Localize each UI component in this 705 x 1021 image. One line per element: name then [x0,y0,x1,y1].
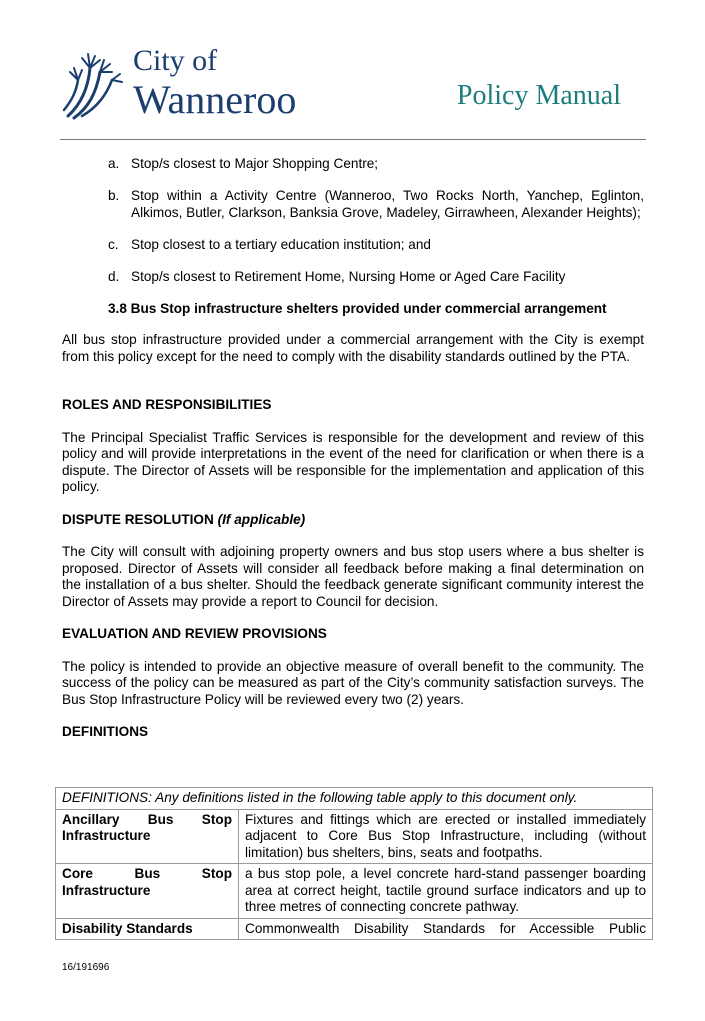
dispute-heading-text: DISPUTE RESOLUTION [62,511,218,527]
header-divider [60,139,646,140]
list-marker: d. [108,268,120,284]
table-row [56,864,653,919]
list-item [62,156,644,173]
dispute-heading-note: (If applicable) [217,511,306,527]
list-item [62,237,644,254]
priority-stop-list [62,156,644,285]
roles-body: The Principal Specialist Traffic Services is responsible for the development and review of this policy and will provide interpretations in the event of the need for clarification or when there is a dispute. The Director of Assets will be responsible for the implementation and application of this policy. [62,429,644,494]
policy-manual-title: Policy Manual [456,80,621,111]
definitions-caption: DEFINITIONS: Any definitions listed in the following table apply to this document only. [56,788,653,810]
section-3-8-heading: 3.8 Bus Stop infrastructure shelters provided under commercial arrangement [108,300,607,316]
document-body [62,156,644,757]
page-header [0,0,705,140]
definitions-heading: DEFINITIONS [62,724,149,739]
list-text: Stop closest to a tertiary education institution; and [131,236,431,252]
evaluation-body: The policy is intended to provide an objective measure of overall benefit to the community. The success of the policy can be measured as part of the City’s community satisfaction surveys. The Bus Stop Infrastructure Policy will be reviewed every two (2) years. [62,658,644,707]
dispute-body: The City will consult with adjoining property owners and bus stop users where a bus shelter is proposed. Director of Assets will consider all feedback before making a final determination on the installation of a bus shelter. Should the feedback generate significant community interest the Director of Assets may provide a report to Council for decision. [62,544,644,609]
list-marker: a. [108,156,120,171]
city-of-wanneroo-logo [60,44,330,123]
kangaroo-paw-icon [60,50,130,120]
document-reference: 16/191696 [62,962,110,973]
definition-text: a bus stop pole, a level concrete hard-stand passenger boarding area at correct height, tactile ground surface indicators and up to three metres of connecting concrete pathway. [239,864,653,919]
definition-term: Core Bus Stop Infrastructure [56,864,239,919]
list-text: Stop/s closest to Retirement Home, Nursing Home or Aged Care Facility [131,268,566,284]
definition-term: Disability Standards [56,918,239,940]
definition-term: Ancillary Bus Stop Infrastructure [56,809,239,864]
evaluation-heading: EVALUATION AND REVIEW PROVISIONS [62,626,327,641]
list-marker: b. [108,188,120,203]
logo-text-city-of: City of [133,44,218,77]
list-item [62,188,644,221]
roles-heading: ROLES AND RESPONSIBILITIES [62,397,272,412]
logo-text-wanneroo: Wanneroo [133,77,297,122]
definition-text: Commonwealth Disability Standards for Accessible Public [239,918,653,940]
list-text: Stop within a Activity Centre (Wanneroo, Two Rocks North, Yanchep, Eglinton, Alkimos, Butler, Clarkson, Banksia Grove, Madeley, Girrawheen, Alexander Heights); [131,188,644,220]
table-row [56,809,653,864]
definitions-table [55,787,653,940]
list-item [62,269,644,286]
list-marker: c. [108,236,119,252]
dispute-heading [62,512,644,529]
table-row [56,788,653,810]
list-text: Stop/s closest to Major Shopping Centre; [131,156,379,171]
definition-text: Fixtures and fittings which are erected or installed immediately adjacent to Core Bus Stop Infrastructure, including (without limitation) bus shelters, bins, seats and footpaths. [239,809,653,864]
section-3-8-body: All bus stop infrastructure provided under a commercial arrangement with the City is exempt from this policy except for the need to comply with the disability standards outlined by the PTA. [62,332,644,364]
table-row [56,918,653,940]
